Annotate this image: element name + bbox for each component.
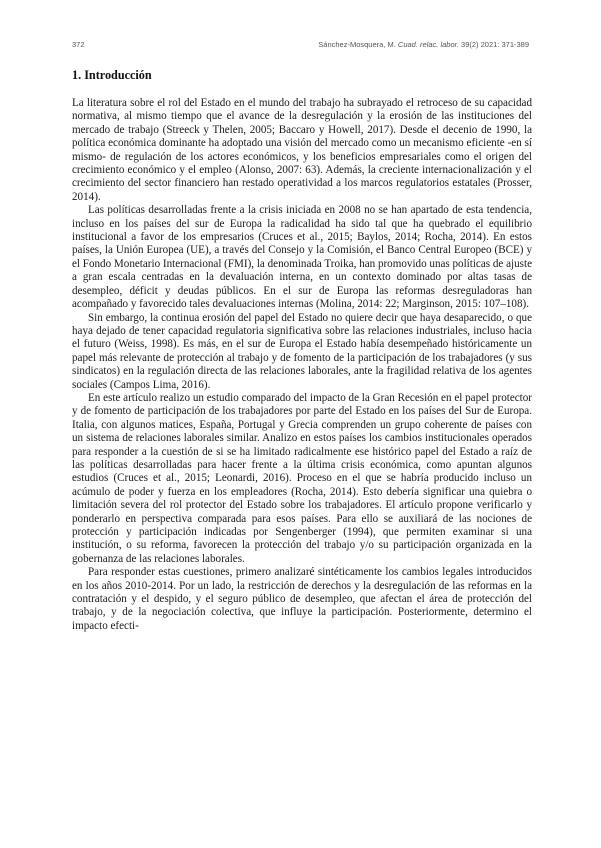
- paragraph-3: Sin embargo, la continua erosión del papel del Estado no quiere decir que haya desaparecido, o que haya dejado de tener capacidad regulatoria significativa sobre las relaciones industriales, incluso hacia el futuro (Weiss, 1998). Es más, en el sur de Europa el Estado había desempeñado históricamente un papel más relevante de protección al trabajo y de fomento de la participación de los trabajadores (y sus sindicatos) en la regulación directa de las relaciones laborales, ante la fragilidad relativa de los agentes sociales (Campos Lima, 2016).: [72, 311, 532, 391]
- running-head-issue: 39(2) 2021: 371-389: [461, 40, 529, 49]
- body-text: [72, 97, 532, 633]
- running-head-authors: Sánchez-Mosquera, M.: [318, 40, 396, 49]
- paragraph-5: Para responder estas cuestiones, primero analizaré sintéticamente los cambios legales introducidos en los años 2010-2014. Por un lado, la restricción de derechos y la desregulación de las reformas en la contratación y el despido, y el seguro público de desempleo, que afectan el área de protección del trabajo, y de la negociación colectiva, que influye la participación. Posteriormente, determino el impacto efecti-: [72, 566, 532, 632]
- paragraph-2: Las políticas desarrolladas frente a la crisis iniciada en 2008 no se han apartado de esta tendencia, incluso en los países del sur de Europa la radicalidad ha sido tal que ha quebrado el equilibrio institucional a favor de los empresarios (Cruces et al., 2015; Baylos, 2014; Rocha, 2014). En estos países, la Unión Europea (UE), a través del Consejo y la Comisión, el Banco Central Europeo (BCE) y el Fondo Monetario Internacional (FMI), la denominada Troika, han promovido unas políticas de ajuste a gran escala centradas en la devaluación interna, en un contexto dominado por altas tasas de desempleo, déficit y deudas públicos. En el sur de Europa las reformas desreguladoras han acompañado y favorecido tales devaluaciones internas (Molina, 2014: 22; Marginson, 2015: 107–108).: [72, 204, 532, 311]
- section-title: 1. Introducción: [72, 68, 152, 82]
- paragraph-4: En este artículo realizo un estudio comparado del impacto de la Gran Recesión en el papel protector y de fomento de participación de los trabajadores por parte del Estado en los países del Sur de Europa. Italia, con algunos matices, España, Portugal y Grecia comprenden un grupo coherente de países con un sistema de relaciones laborales similar. Analizo en estos países los cambios institucionales operados para responder a la cuestión de si se ha limitado radicalmente ese histórico papel del Estado a raíz de las políticas desarrolladas para hacer frente a la última crisis económica, como apuntan algunos estudios (Cruces et al., 2015; Leonardi, 2016). Proceso en el que se habría producido incluso un acúmulo de poder y fuerza en los empleadores (Rocha, 2014). Esto debería significar una quiebra o limitación severa del rol protector del Estado sobre los trabajadores. El artículo propone verificarlo y ponderarlo en perspectiva comparada para esos países. Para ello se auxiliará de las nociones de protección y participación indicadas por Sengenberger (1994), que permiten examinar si una institución, o su reforma, favorecen la protección del trabajo y/o su participación organizada en la gobernanza de las relaciones laborales.: [72, 391, 532, 565]
- running-head-journal: Cuad. relac. labor.: [397, 40, 459, 49]
- page-number: 372: [72, 40, 85, 49]
- running-head: [318, 40, 529, 49]
- paragraph-1: La literatura sobre el rol del Estado en el mundo del trabajo ha subrayado el retroceso de su capacidad normativa, al mismo tiempo que el avance de la desregulación y la erosión de las instituciones del mercado de trabajo (Streeck y Thelen, 2005; Baccaro y Howell, 2017). Desde el decenio de 1990, la política económica dominante ha adoptado una visión del mercado como un mecanismo eficiente -en sí mismo- de regulación de los actores económicos, y los beneficios empresariales como el origen del crecimiento económico y el empleo (Alonso, 2007: 63). Además, la creciente internacionalización y el crecimiento del sector financiero han restado operatividad a los marcos regulatorios estatales (Prosser, 2014).: [72, 97, 532, 203]
- running-header: [72, 40, 529, 52]
